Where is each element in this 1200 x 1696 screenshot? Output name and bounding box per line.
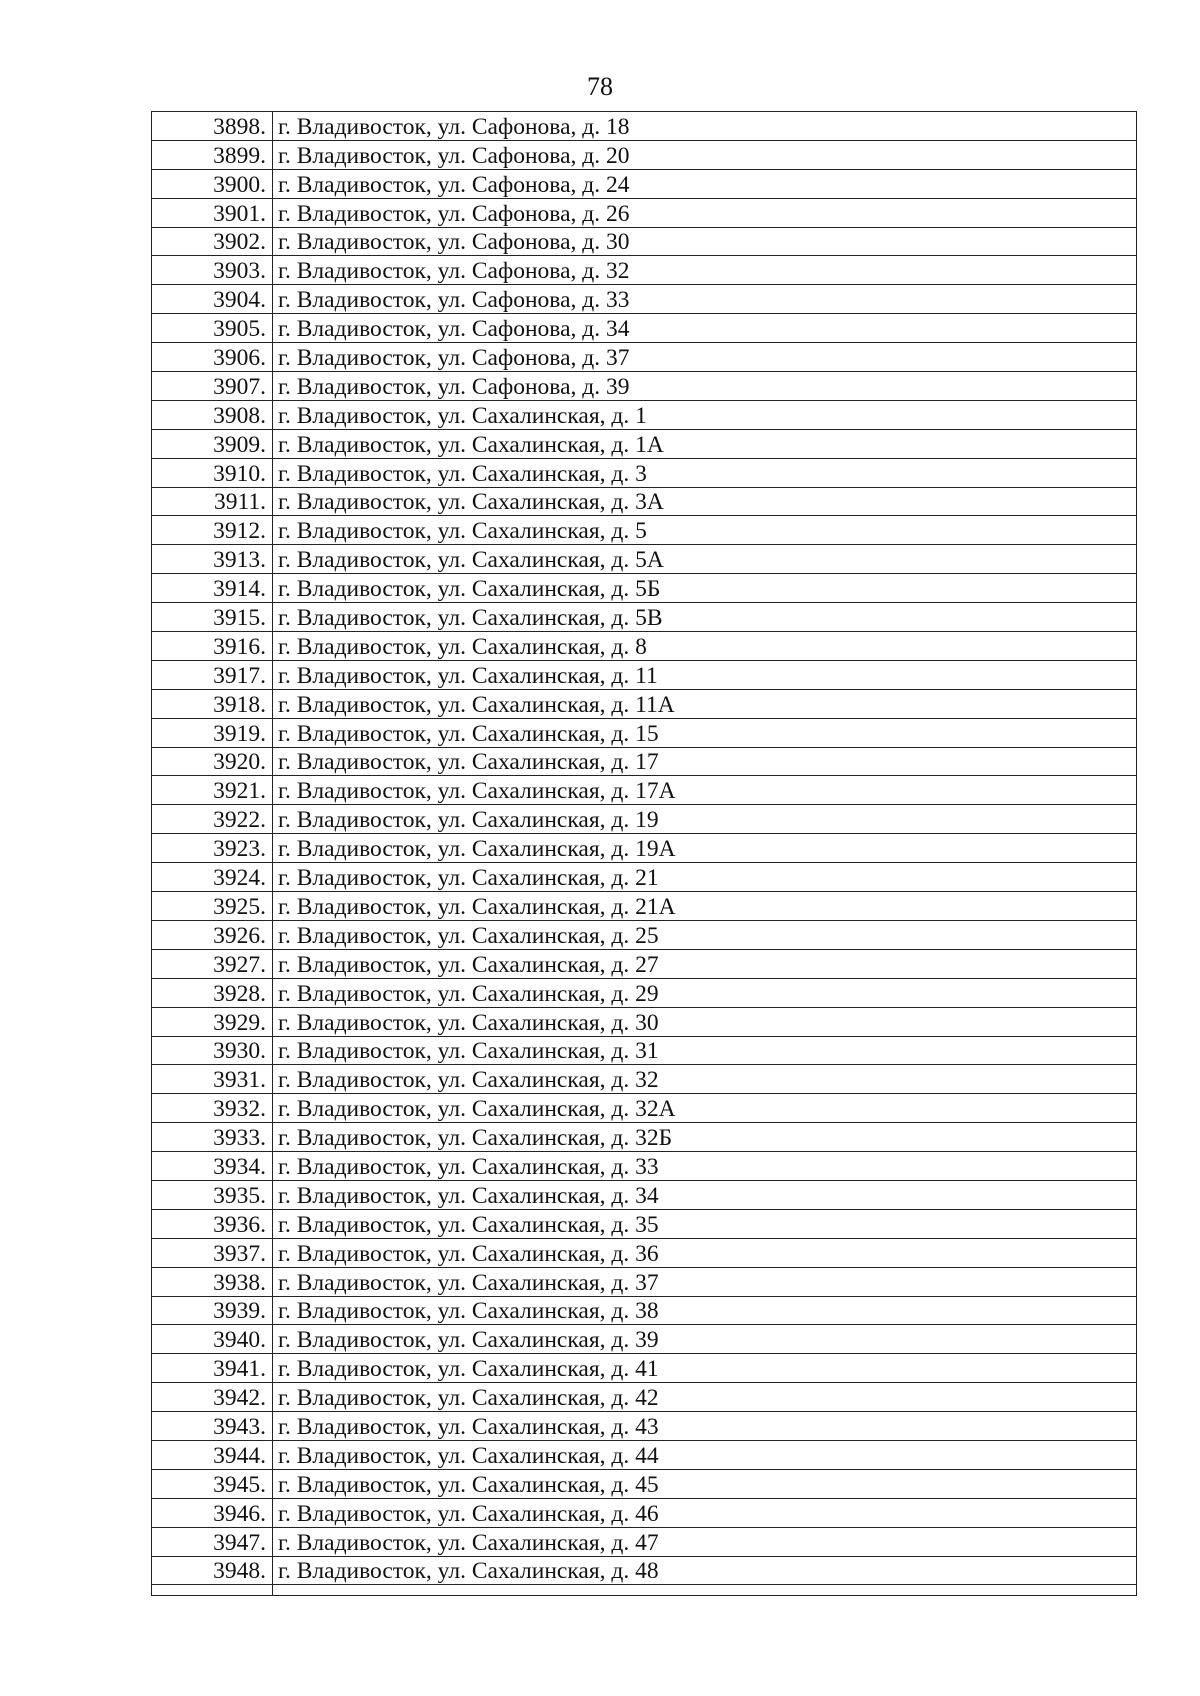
row-number: 3918. [152,689,273,718]
table-row [152,400,1137,429]
table-row [152,169,1137,198]
row-address: г. Владивосток, ул. Сафонова, д. 30 [273,227,1137,256]
row-number: 3931. [152,1065,273,1094]
row-address: г. Владивосток, ул. Сахалинская, д. 11А [273,689,1137,718]
row-number: 3904. [152,285,273,314]
address-table-body [152,112,1137,1596]
row-number: 3937. [152,1238,273,1267]
table-row [152,1325,1137,1354]
row-address: г. Владивосток, ул. Сахалинская, д. 32 [273,1065,1137,1094]
row-address: г. Владивосток, ул. Сахалинская, д. 29 [273,978,1137,1007]
row-number: 3919. [152,718,273,747]
row-number: 3945. [152,1469,273,1498]
row-address: г. Владивосток, ул. Сафонова, д. 37 [273,343,1137,372]
row-number: 3946. [152,1498,273,1527]
row-number: 3940. [152,1325,273,1354]
table-row [152,1209,1137,1238]
row-number: 3948. [152,1556,273,1585]
row-address: г. Владивосток, ул. Сахалинская, д. 34 [273,1180,1137,1209]
table-row [152,1498,1137,1527]
table-row [152,314,1137,343]
row-address: г. Владивосток, ул. Сахалинская, д. 32Б [273,1123,1137,1152]
row-address: г. Владивосток, ул. Сахалинская, д. 35 [273,1209,1137,1238]
row-number: 3910. [152,458,273,487]
row-address: г. Владивосток, ул. Сахалинская, д. 5А [273,545,1137,574]
row-number: 3914. [152,574,273,603]
table-row [152,920,1137,949]
row-number: 3944. [152,1440,273,1469]
row-address: г. Владивосток, ул. Сахалинская, д. 48 [273,1556,1137,1585]
table-row [152,1152,1137,1181]
row-address: г. Владивосток, ул. Сафонова, д. 39 [273,372,1137,401]
row-number: 3938. [152,1267,273,1296]
row-number: 3933. [152,1123,273,1152]
row-number: 3926. [152,920,273,949]
row-address: г. Владивосток, ул. Сафонова, д. 24 [273,169,1137,198]
row-address: г. Владивосток, ул. Сахалинская, д. 11 [273,660,1137,689]
table-row [152,1412,1137,1441]
row-number: 3906. [152,343,273,372]
row-address: г. Владивосток, ул. Сахалинская, д. 38 [273,1296,1137,1325]
table-row [152,660,1137,689]
table-row [152,1094,1137,1123]
row-number: 3932. [152,1094,273,1123]
row-address: г. Владивосток, ул. Сахалинская, д. 32А [273,1094,1137,1123]
row-number: 3942. [152,1383,273,1412]
table-row [152,747,1137,776]
row-address: г. Владивосток, ул. Сахалинская, д. 21А [273,892,1137,921]
row-number: 3898. [152,112,273,141]
row-number: 3922. [152,805,273,834]
table-row [152,978,1137,1007]
row-address: г. Владивосток, ул. Сахалинская, д. 41 [273,1354,1137,1383]
table-row [152,516,1137,545]
row-address: г. Владивосток, ул. Сахалинская, д. 39 [273,1325,1137,1354]
row-address: г. Владивосток, ул. Сафонова, д. 33 [273,285,1137,314]
table-row [152,1440,1137,1469]
row-number: 3923. [152,834,273,863]
row-address: г. Владивосток, ул. Сахалинская, д. 8 [273,632,1137,661]
table-row [152,1238,1137,1267]
table-row [152,545,1137,574]
table-row [152,256,1137,285]
row-address: г. Владивосток, ул. Сафонова, д. 26 [273,198,1137,227]
table-row [152,1180,1137,1209]
table-row [152,1296,1137,1325]
row-number: 3908. [152,400,273,429]
table-row [152,1007,1137,1036]
row-number: 3928. [152,978,273,1007]
table-row [152,1036,1137,1065]
table-row [152,112,1137,141]
table-row [152,140,1137,169]
table-row [152,776,1137,805]
row-number: 3935. [152,1180,273,1209]
table-row [152,1469,1137,1498]
row-address: г. Владивосток, ул. Сахалинская, д. 44 [273,1440,1137,1469]
row-address: г. Владивосток, ул. Сахалинская, д. 5 [273,516,1137,545]
row-number: 3924. [152,863,273,892]
row-number: 3925. [152,892,273,921]
row-address: г. Владивосток, ул. Сафонова, д. 18 [273,112,1137,141]
row-number: 3907. [152,372,273,401]
row-number: 3939. [152,1296,273,1325]
row-address: г. Владивосток, ул. Сахалинская, д. 47 [273,1527,1137,1556]
row-number: 3943. [152,1412,273,1441]
row-address: г. Владивосток, ул. Сахалинская, д. 17А [273,776,1137,805]
row-address: г. Владивосток, ул. Сахалинская, д. 46 [273,1498,1137,1527]
row-number: 3927. [152,949,273,978]
table-row [152,429,1137,458]
table-row [152,574,1137,603]
row-number: 3930. [152,1036,273,1065]
table-row [152,1383,1137,1412]
row-address: г. Владивосток, ул. Сахалинская, д. 37 [273,1267,1137,1296]
table-row [152,198,1137,227]
row-address: г. Владивосток, ул. Сахалинская, д. 45 [273,1469,1137,1498]
row-number: 3920. [152,747,273,776]
row-address: г. Владивосток, ул. Сахалинская, д. 15 [273,718,1137,747]
table-row [152,863,1137,892]
row-address: г. Владивосток, ул. Сахалинская, д. 27 [273,949,1137,978]
row-address: г. Владивосток, ул. Сахалинская, д. 5Б [273,574,1137,603]
table-row [152,603,1137,632]
table-row [152,227,1137,256]
table-row [152,1065,1137,1094]
row-number: 3921. [152,776,273,805]
page-number: 78 [587,72,613,101]
row-address: г. Владивосток, ул. Сахалинская, д. 30 [273,1007,1137,1036]
empty-cell [152,1585,273,1596]
row-number: 3936. [152,1209,273,1238]
row-address: г. Владивосток, ул. Сахалинская, д. 43 [273,1412,1137,1441]
row-number: 3915. [152,603,273,632]
row-number: 3900. [152,169,273,198]
row-address: г. Владивосток, ул. Сахалинская, д. 25 [273,920,1137,949]
address-table [151,111,1137,1596]
table-row [152,1527,1137,1556]
row-address: г. Владивосток, ул. Сахалинская, д. 21 [273,863,1137,892]
row-number: 3916. [152,632,273,661]
row-address: г. Владивосток, ул. Сахалинская, д. 1 [273,400,1137,429]
table-row [152,892,1137,921]
row-address: г. Владивосток, ул. Сахалинская, д. 1А [273,429,1137,458]
table-row [152,285,1137,314]
table-row [152,1123,1137,1152]
row-address: г. Владивосток, ул. Сахалинская, д. 5В [273,603,1137,632]
empty-cell [273,1585,1137,1596]
table-end-row [152,1585,1137,1596]
row-address: г. Владивосток, ул. Сахалинская, д. 3 [273,458,1137,487]
table-row [152,458,1137,487]
row-number: 3903. [152,256,273,285]
table-row [152,1267,1137,1296]
row-number: 3899. [152,140,273,169]
row-number: 3912. [152,516,273,545]
table-row [152,805,1137,834]
row-address: г. Владивосток, ул. Сахалинская, д. 42 [273,1383,1137,1412]
row-number: 3934. [152,1152,273,1181]
row-address: г. Владивосток, ул. Сахалинская, д. 36 [273,1238,1137,1267]
row-address: г. Владивосток, ул. Сафонова, д. 34 [273,314,1137,343]
row-number: 3902. [152,227,273,256]
row-address: г. Владивосток, ул. Сафонова, д. 20 [273,140,1137,169]
table-row [152,1354,1137,1383]
row-number: 3905. [152,314,273,343]
row-number: 3941. [152,1354,273,1383]
row-number: 3909. [152,429,273,458]
table-row [152,632,1137,661]
table-row [152,949,1137,978]
row-number: 3913. [152,545,273,574]
row-number: 3917. [152,660,273,689]
row-number: 3947. [152,1527,273,1556]
row-address: г. Владивосток, ул. Сахалинская, д. 19А [273,834,1137,863]
table-row [152,834,1137,863]
row-address: г. Владивосток, ул. Сахалинская, д. 19 [273,805,1137,834]
table-row [152,487,1137,516]
row-number: 3911. [152,487,273,516]
row-number: 3901. [152,198,273,227]
row-address: г. Владивосток, ул. Сахалинская, д. 33 [273,1152,1137,1181]
row-address: г. Владивосток, ул. Сахалинская, д. 31 [273,1036,1137,1065]
table-row [152,372,1137,401]
row-address: г. Владивосток, ул. Сахалинская, д. 3А [273,487,1137,516]
table-row [152,343,1137,372]
table-row [152,718,1137,747]
row-address: г. Владивосток, ул. Сафонова, д. 32 [273,256,1137,285]
table-row [152,689,1137,718]
table-row [152,1556,1137,1585]
row-address: г. Владивосток, ул. Сахалинская, д. 17 [273,747,1137,776]
row-number: 3929. [152,1007,273,1036]
